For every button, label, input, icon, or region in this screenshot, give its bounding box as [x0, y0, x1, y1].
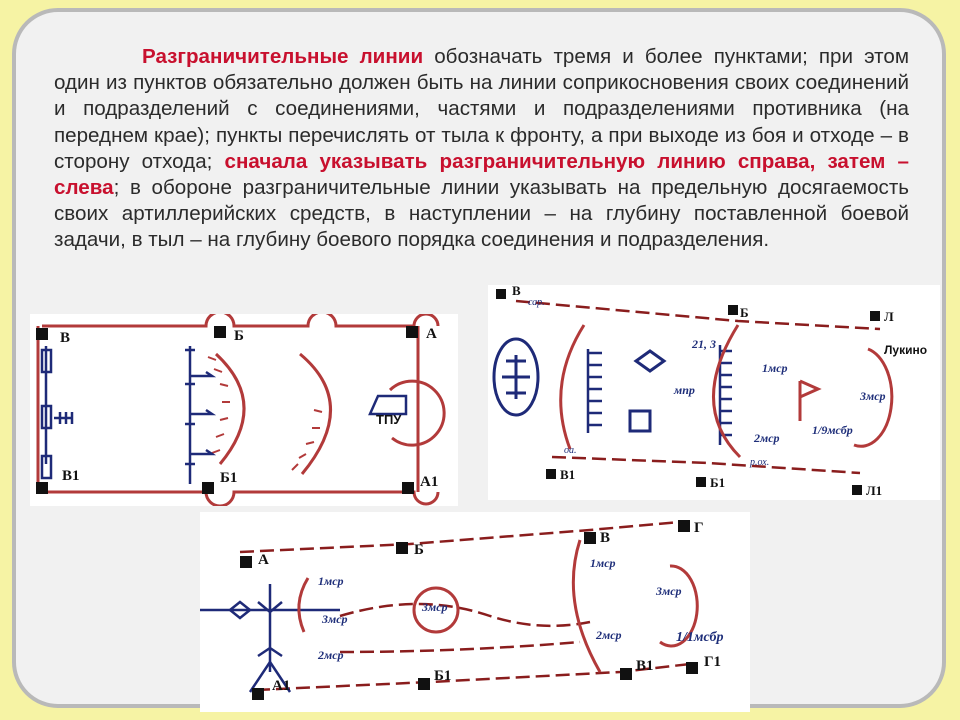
label-right-3msr: 3мср: [656, 584, 682, 598]
highlight-1: Разграничительные линии: [142, 45, 424, 68]
label-left-3msr: 3мср: [322, 612, 348, 626]
label-a1: А1: [420, 474, 439, 490]
label-1-1msbr: 1/1мсбр: [676, 630, 724, 645]
label-b1: Б1: [434, 668, 452, 684]
highlight-2: сначала указывать разграничительную линию справа, затем – слева: [54, 149, 909, 200]
label-l: Л: [884, 309, 894, 324]
label-v: В: [600, 530, 611, 546]
label-left-2msr: 2мср: [318, 648, 344, 662]
body-paragraph: [54, 44, 909, 254]
label-v: В: [512, 285, 521, 298]
label-b: Б: [234, 328, 244, 344]
label-right-1msr: 1мср: [590, 556, 616, 570]
label-1-9msbr: 1/9мсбр: [812, 423, 853, 437]
label-l1: Л1: [866, 483, 883, 498]
marker-g1: [686, 662, 698, 674]
label-v1: В1: [560, 467, 576, 482]
marker-v1: [620, 668, 632, 680]
diagram-offence-1: [488, 285, 940, 500]
label-b1: Б1: [220, 470, 238, 486]
label-v1: В1: [636, 658, 654, 674]
marker-g: [678, 520, 690, 532]
marker-b: [728, 305, 738, 315]
marker-a: [240, 556, 252, 568]
label-b: Б: [414, 542, 424, 558]
label-sar: сар.: [528, 297, 545, 308]
diagram-offence-2: [200, 512, 750, 712]
marker-v1: [546, 469, 556, 479]
marker-l1: [852, 485, 862, 495]
marker-v: [496, 289, 506, 299]
marker-b1: [696, 477, 706, 487]
marker-b1: [202, 482, 214, 494]
label-a1: А1: [272, 678, 291, 694]
label-center-3msr: 3мср: [422, 600, 448, 614]
label-mpr: мпр: [674, 383, 695, 397]
label-1msr: 1мср: [762, 361, 788, 375]
marker-a1: [252, 688, 264, 700]
label-tpu: ТПУ: [376, 412, 402, 427]
label-lukino: Лукино: [884, 343, 928, 357]
label-left-1msr: 1мср: [318, 574, 344, 588]
marker-a: [406, 326, 418, 338]
marker-b: [396, 542, 408, 554]
label-a: А: [258, 552, 269, 568]
marker-b1: [418, 678, 430, 690]
label-rox: р.ох.: [750, 457, 770, 468]
diagram-defence-drawing: [30, 314, 458, 506]
marker-v: [584, 532, 596, 544]
label-3msr: 3мср: [860, 389, 886, 403]
text-part-2: ; в обороне разграничительные линии указывать на предельную досягаемость своих артиллерийских средств, в наступлении – на глубину поставленной боевой задачи, в тыл – на глубину боевого порядка соединения и подразделения.: [54, 176, 909, 252]
label-2msr: 2мср: [754, 431, 780, 445]
label-a: А: [426, 326, 437, 342]
label-v1: В1: [62, 468, 80, 484]
label-g: Г: [694, 520, 704, 536]
label-b1: Б1: [710, 475, 726, 490]
marker-a1: [402, 482, 414, 494]
label-b: Б: [740, 305, 749, 320]
text-part-1: обозначать тремя и более пунктами; при этом один из пунктов обязательно должен быть на линии соприкосновения своих соединений и подразделений с соединениями, частями и подразделениями противника (на переднем крае); пункты перечислять от тыла к фронту, а при выходе из боя и отходе – в сторону отхода;: [54, 45, 909, 173]
label-v: В: [60, 330, 71, 346]
label-g1: Г1: [704, 654, 722, 670]
marker-l: [870, 311, 880, 321]
label-21-3: 21, 3: [692, 337, 716, 351]
label-oa: оа.: [564, 445, 577, 456]
diagram-defence: [30, 314, 458, 506]
marker-b: [214, 326, 226, 338]
marker-v1: [36, 482, 48, 494]
label-right-2msr: 2мср: [596, 628, 622, 642]
marker-v: [36, 328, 48, 340]
